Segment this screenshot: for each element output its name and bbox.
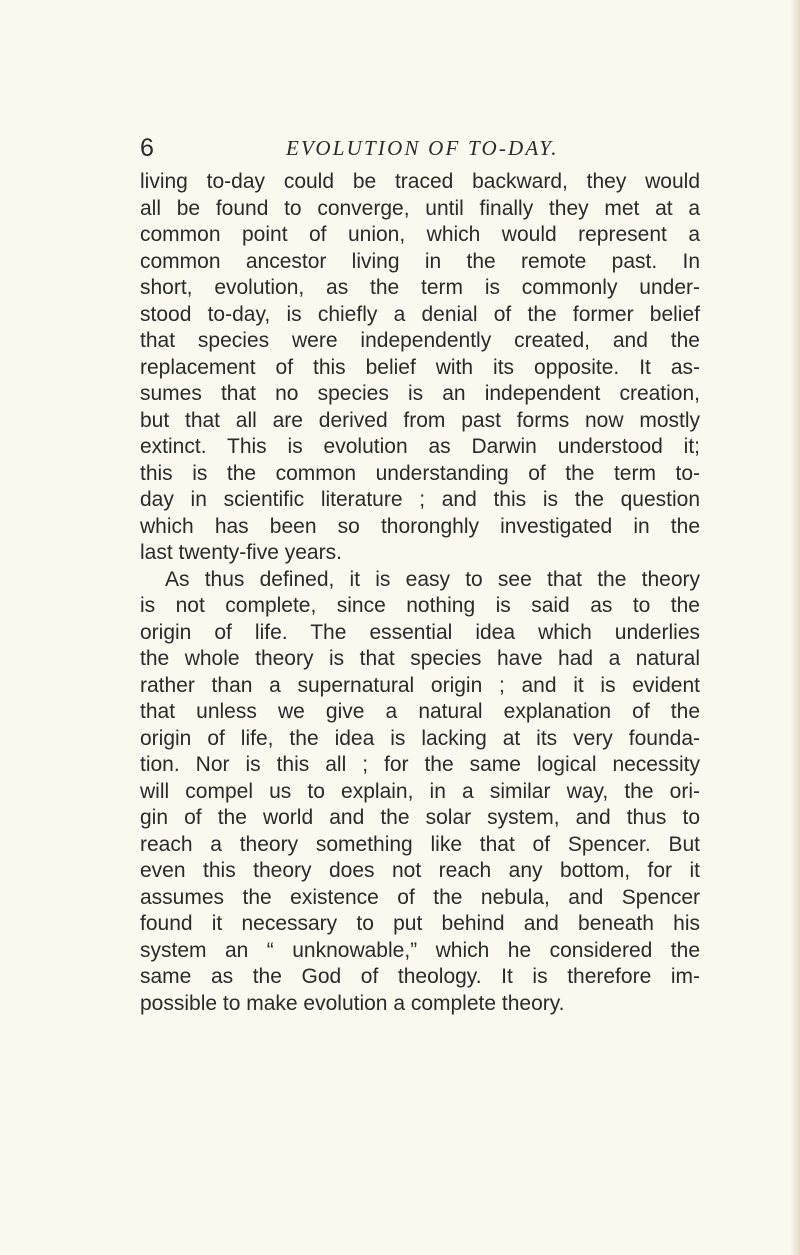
text-line: living to-day could be traced backward, they would	[140, 170, 700, 193]
text-line: origin of life. The essential idea which underlies	[140, 620, 700, 644]
text-line: reach a theory something like that of Spencer. But	[140, 832, 700, 856]
text-line: all be found to converge, until finally they met at a	[140, 196, 700, 220]
text-line: even this theory does not reach any bottom, for it	[140, 859, 700, 882]
text-line: extinct. This is evolution as Darwin understood it;	[140, 435, 700, 458]
text-line: last twenty-five years.	[140, 541, 342, 564]
text-line: but that all are derived from past forms now mostly	[140, 408, 700, 432]
text-line: common point of union, which would represent a	[140, 223, 700, 246]
paragraph-1	[140, 169, 700, 567]
text-line: assumes the existence of the nebula, and Spencer	[140, 885, 700, 909]
text-line: this is the common understanding of the term to-	[140, 461, 700, 485]
text-line: possible to make evolution a complete theory.	[140, 991, 565, 1015]
text-line: origin of life, the idea is lacking at its very founda-	[140, 726, 700, 750]
page-header	[140, 134, 700, 164]
body-text	[140, 169, 700, 1017]
text-line: the whole theory is that species have had a natural	[140, 647, 700, 670]
text-line: that unless we give a natural explanation of the	[140, 700, 700, 723]
text-line: day in scientific literature ; and this is the question	[140, 488, 700, 511]
text-line: found it necessary to put behind and beneath his	[140, 912, 700, 935]
text-line: system an “ unknowable,” which he considered the	[140, 938, 700, 962]
text-line: will compel us to explain, in a similar way, the ori-	[140, 779, 700, 803]
text-line: rather than a supernatural origin ; and it is evident	[140, 673, 700, 697]
page-number: 6	[140, 134, 155, 162]
text-line: that species were independently created, and the	[140, 329, 700, 352]
text-line: sumes that no species is an independent creation,	[140, 382, 700, 405]
text-line: stood to-day, is chiefly a denial of the former belief	[140, 302, 700, 326]
text-line: tion. Nor is this all ; for the same logical necessity	[140, 753, 700, 776]
text-line: same as the God of theology. It is therefore im-	[140, 965, 700, 988]
text-line: common ancestor living in the remote past. In	[140, 249, 700, 273]
text-line: gin of the world and the solar system, and thus to	[140, 806, 700, 829]
text-line: As thus defined, it is easy to see that the theory	[165, 567, 700, 591]
text-line: short, evolution, as the term is commonly under-	[140, 276, 700, 299]
running-head: EVOLUTION OF TO-DAY.	[286, 136, 559, 160]
paragraph-2	[140, 567, 700, 1018]
text-line: replacement of this belief with its opposite. It as-	[140, 355, 700, 379]
text-line: which has been so thoronghly investigated in the	[140, 514, 700, 538]
page-edge-shadow	[790, 0, 800, 1255]
text-line: is not complete, since nothing is said as to the	[140, 594, 700, 617]
